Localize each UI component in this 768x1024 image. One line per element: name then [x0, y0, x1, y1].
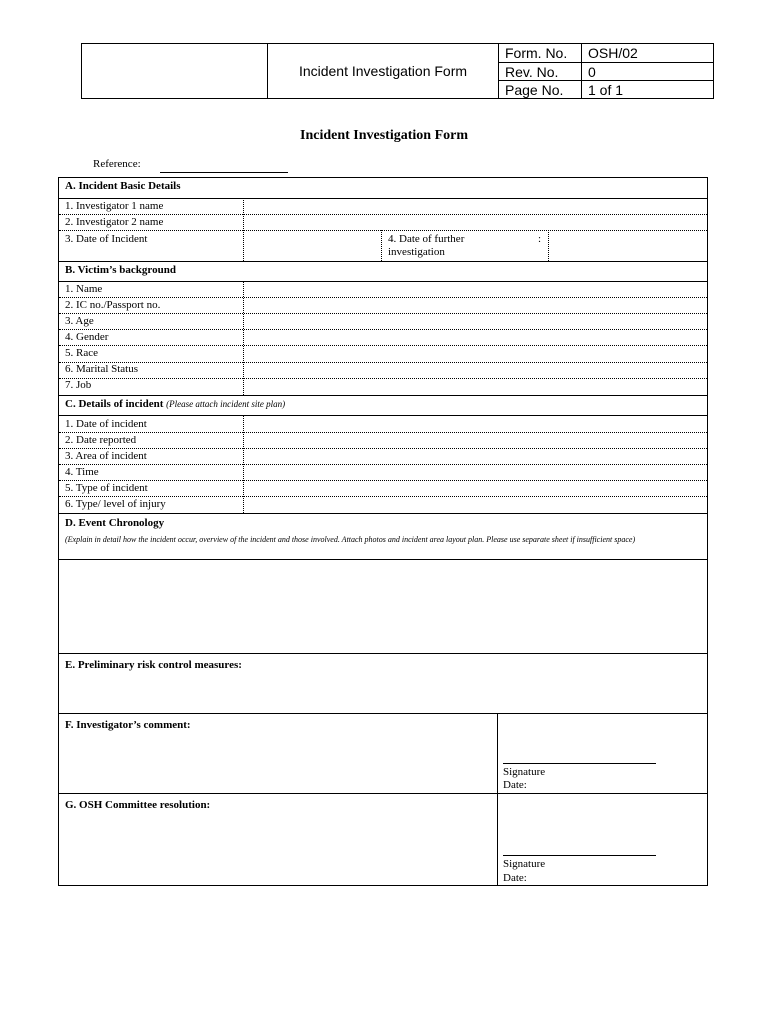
investigator-1-field[interactable]	[244, 199, 706, 213]
signature-label: Signature	[503, 766, 546, 778]
section-c-heading	[65, 398, 285, 411]
logo-area	[82, 44, 268, 98]
form-number-label: Form. No.	[505, 45, 568, 61]
risk-control-field[interactable]	[60, 675, 706, 711]
victim-name-field[interactable]	[244, 282, 706, 296]
gender-label: 4. Gender	[65, 331, 109, 343]
date-label: Date:	[503, 779, 527, 791]
divider	[59, 513, 707, 514]
age-label: 3. Age	[65, 315, 94, 327]
revision-row	[499, 62, 713, 81]
marital-status-field[interactable]	[244, 363, 706, 377]
page-number-row	[499, 80, 713, 99]
page-title: Incident Investigation Form	[300, 128, 468, 143]
section-g-heading: G. OSH Committee resolution:	[65, 799, 211, 811]
gender-field[interactable]	[244, 330, 706, 344]
incident-date-field[interactable]	[244, 416, 706, 431]
area-field[interactable]	[244, 449, 706, 463]
race-label: 5. Race	[65, 347, 98, 359]
section-e-heading: E. Preliminary risk control measures:	[65, 659, 242, 671]
time-field[interactable]	[244, 465, 706, 479]
section-d-note: (Explain in detail how the incident occur, overview of the incident and those involved. Attach photos and incident area layout plan. Please use separate sheet if insufficient space)	[65, 535, 636, 544]
section-d-heading: D. Event Chronology	[65, 517, 165, 529]
event-chronology-field[interactable]	[60, 561, 706, 651]
divider	[59, 559, 707, 560]
page-number-label: Page No.	[505, 82, 564, 98]
injury-level-field[interactable]	[244, 497, 706, 512]
name-label: 1. Name	[65, 283, 103, 295]
signature-line[interactable]	[503, 763, 656, 764]
date-label: Date:	[503, 872, 527, 884]
section-c-title: C. Details of incident	[65, 398, 164, 410]
marital-status-label: 6. Marital Status	[65, 363, 139, 375]
investigator-2-field[interactable]	[244, 215, 706, 229]
section-a-heading: A. Incident Basic Details	[65, 180, 181, 192]
form-number-value: OSH/02	[581, 44, 713, 62]
signature-label: Signature	[503, 858, 546, 870]
type-of-incident-label: 5. Type of incident	[65, 482, 148, 494]
job-label: 7. Job	[65, 379, 92, 391]
incident-date-label: 1. Date of incident	[65, 418, 147, 430]
ic-passport-label: 2. IC no./Passport no.	[65, 299, 161, 311]
committee-resolution-field[interactable]	[60, 816, 495, 884]
section-b-heading: B. Victim’s background	[65, 264, 176, 276]
divider	[59, 793, 707, 794]
document-header	[81, 43, 714, 99]
page-number-value: 1 of 1	[581, 81, 713, 99]
column-divider	[497, 713, 498, 885]
date-of-incident-field[interactable]	[244, 231, 380, 260]
further-investigation-field[interactable]	[549, 231, 706, 260]
age-field[interactable]	[244, 314, 706, 328]
colon: :	[538, 233, 542, 245]
investigator-2-label: 2. Investigator 2 name	[65, 216, 164, 228]
divider	[59, 395, 707, 396]
divider	[59, 261, 707, 262]
header-title: Incident Investigation Form	[268, 44, 499, 98]
signature-line[interactable]	[503, 855, 656, 856]
date-reported-label: 2. Date reported	[65, 434, 137, 446]
time-label: 4. Time	[65, 466, 99, 478]
injury-level-label: 6. Type/ level of injury	[65, 498, 166, 510]
reference-field[interactable]	[160, 172, 288, 173]
race-field[interactable]	[244, 346, 706, 361]
date-of-incident-label: 3. Date of Incident	[65, 233, 148, 245]
section-f-heading: F. Investigator’s comment:	[65, 719, 191, 731]
area-label: 3. Area of incident	[65, 450, 147, 462]
type-of-incident-field[interactable]	[244, 481, 706, 495]
revision-value: 0	[581, 63, 713, 81]
job-field[interactable]	[244, 379, 706, 394]
revision-label: Rev. No.	[505, 64, 559, 80]
further-investigation-label: 4. Date of further investigation	[388, 233, 465, 258]
reference-label: Reference:	[93, 158, 141, 170]
form-number-row	[499, 44, 713, 62]
investigator-1-label: 1. Investigator 1 name	[65, 200, 164, 212]
column-divider	[381, 230, 382, 261]
form-frame	[58, 177, 708, 886]
ic-passport-field[interactable]	[244, 298, 706, 312]
divider	[59, 653, 707, 654]
divider	[59, 713, 707, 714]
investigator-comment-field[interactable]	[60, 736, 495, 791]
section-c-note: (Please attach incident site plan)	[166, 399, 286, 409]
date-reported-field[interactable]	[244, 433, 706, 447]
